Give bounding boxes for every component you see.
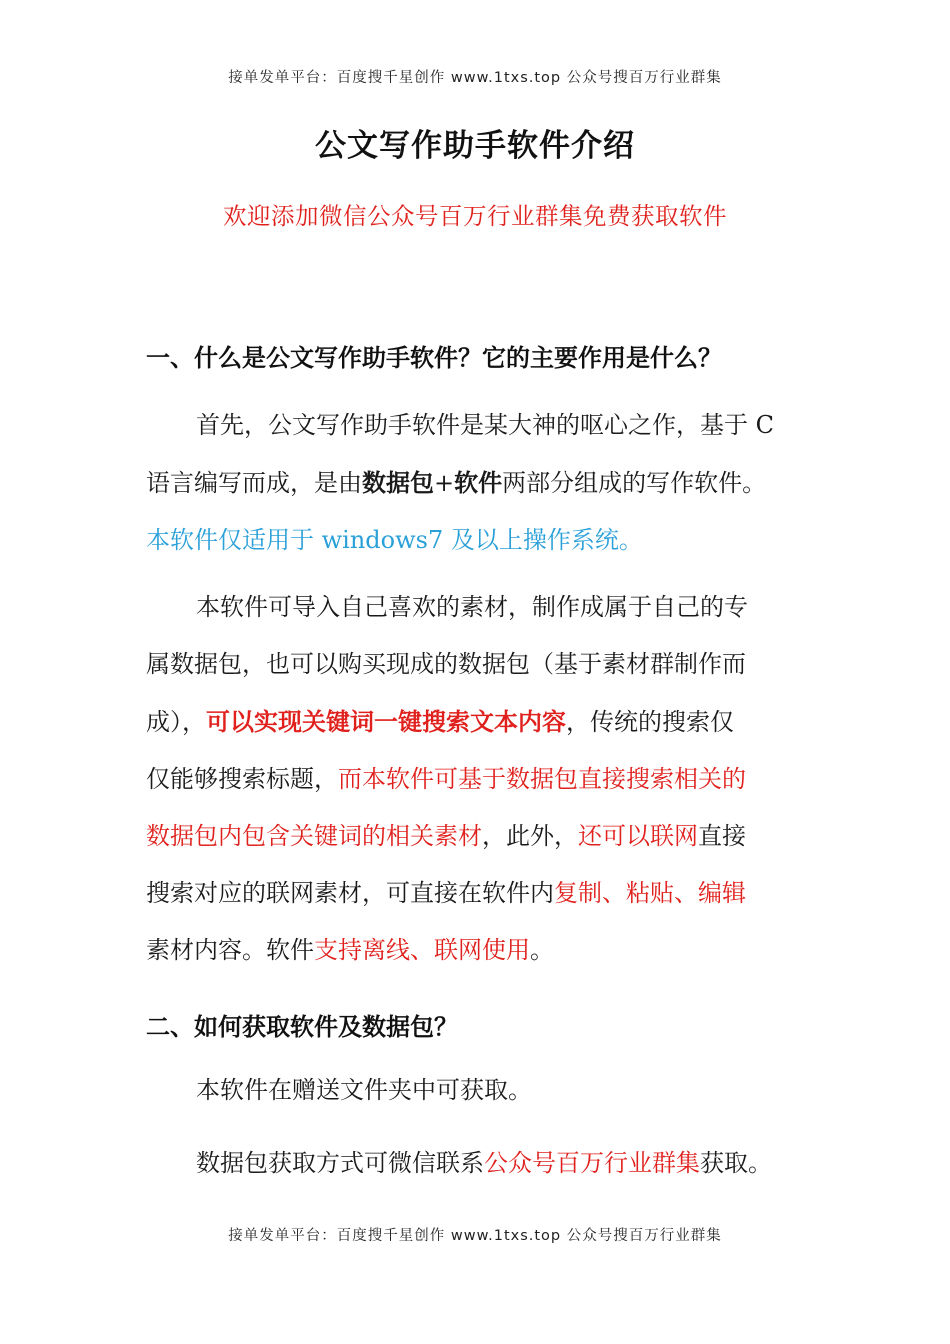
- paragraph-line: 属数据包，也可以购买现成的数据包（基于素材群制作而: [146, 650, 746, 678]
- paragraph-line: [146, 922, 808, 979]
- highlight-text: 还可以联网: [578, 822, 698, 850]
- section-1-paragraph-1: [146, 397, 808, 569]
- text-run: 搜索对应的联网素材，可直接在软件内: [146, 879, 554, 907]
- paragraph-line: [146, 1135, 808, 1192]
- page-footer: 接单发单平台：百度搜千星创作 www.1txs.top 公众号搜百万行业群集: [228, 1228, 722, 1244]
- section-1-heading: 一、什么是公文写作助手软件？它的主要作用是什么？: [146, 343, 722, 372]
- text-run: 直接: [698, 822, 746, 850]
- text-run: ，此外，: [482, 822, 578, 850]
- page-header: 接单发单平台：百度搜千星创作 www.1txs.top 公众号搜百万行业群集: [228, 70, 722, 86]
- paragraph-line: 本软件在赠送文件夹中可获取。: [196, 1076, 532, 1104]
- text-run: 获取。: [700, 1149, 772, 1177]
- highlight-account-name: 公众号百万行业群集: [484, 1149, 700, 1177]
- paragraph-line: [146, 865, 808, 922]
- text-run: 。: [530, 936, 554, 964]
- text-run: 两部分组成的写作软件。: [502, 469, 767, 497]
- section-2-heading: 二、如何获取软件及数据包？: [146, 1012, 458, 1041]
- section-2-paragraph-1: [146, 1062, 808, 1119]
- text-run: ，传统的搜索仅: [566, 708, 734, 736]
- paragraph-line: 本软件可导入自己喜欢的素材，制作成属于自己的专: [196, 593, 748, 621]
- document-subtitle: 欢迎添加微信公众号百万行业群集免费获取软件: [223, 202, 727, 230]
- text-run: 首先，公文写作助手软件是某大神的呕心之作，基于 C: [196, 411, 774, 439]
- highlight-text: 复制、粘贴、编辑: [554, 879, 746, 907]
- os-requirement-note: 本软件仅适用于 windows7 及以上操作系统。: [146, 526, 643, 554]
- text-run: 数据包获取方式可微信联系: [196, 1149, 484, 1177]
- text-run: 语言编写而成，是由: [146, 469, 362, 497]
- section-1-paragraph-2: [146, 579, 808, 979]
- paragraph-line: [146, 397, 808, 454]
- paragraph-line: [146, 693, 808, 751]
- document-title: 公文写作助手软件介绍: [315, 128, 635, 164]
- highlight-text: 而本软件可基于数据包直接搜索相关的: [338, 765, 746, 793]
- bold-term-software: 软件: [454, 468, 503, 497]
- paragraph-line: [146, 751, 808, 808]
- text-run: 成），: [146, 708, 206, 736]
- highlight-keyword-search: 可以实现关键词一键搜索文本内容: [206, 707, 566, 736]
- text-run: 素材内容。软件: [146, 936, 314, 964]
- paragraph-line: [146, 454, 808, 512]
- text-run: +: [434, 469, 455, 497]
- bold-term-data-package: 数据包: [362, 468, 434, 497]
- paragraph-line: [146, 808, 808, 865]
- section-2-paragraph-2: [146, 1135, 808, 1192]
- highlight-text: 支持离线、联网使用: [314, 936, 530, 964]
- text-run: 仅能够搜索标题，: [146, 765, 338, 793]
- highlight-text: 数据包内包含关键词的相关素材: [146, 822, 482, 850]
